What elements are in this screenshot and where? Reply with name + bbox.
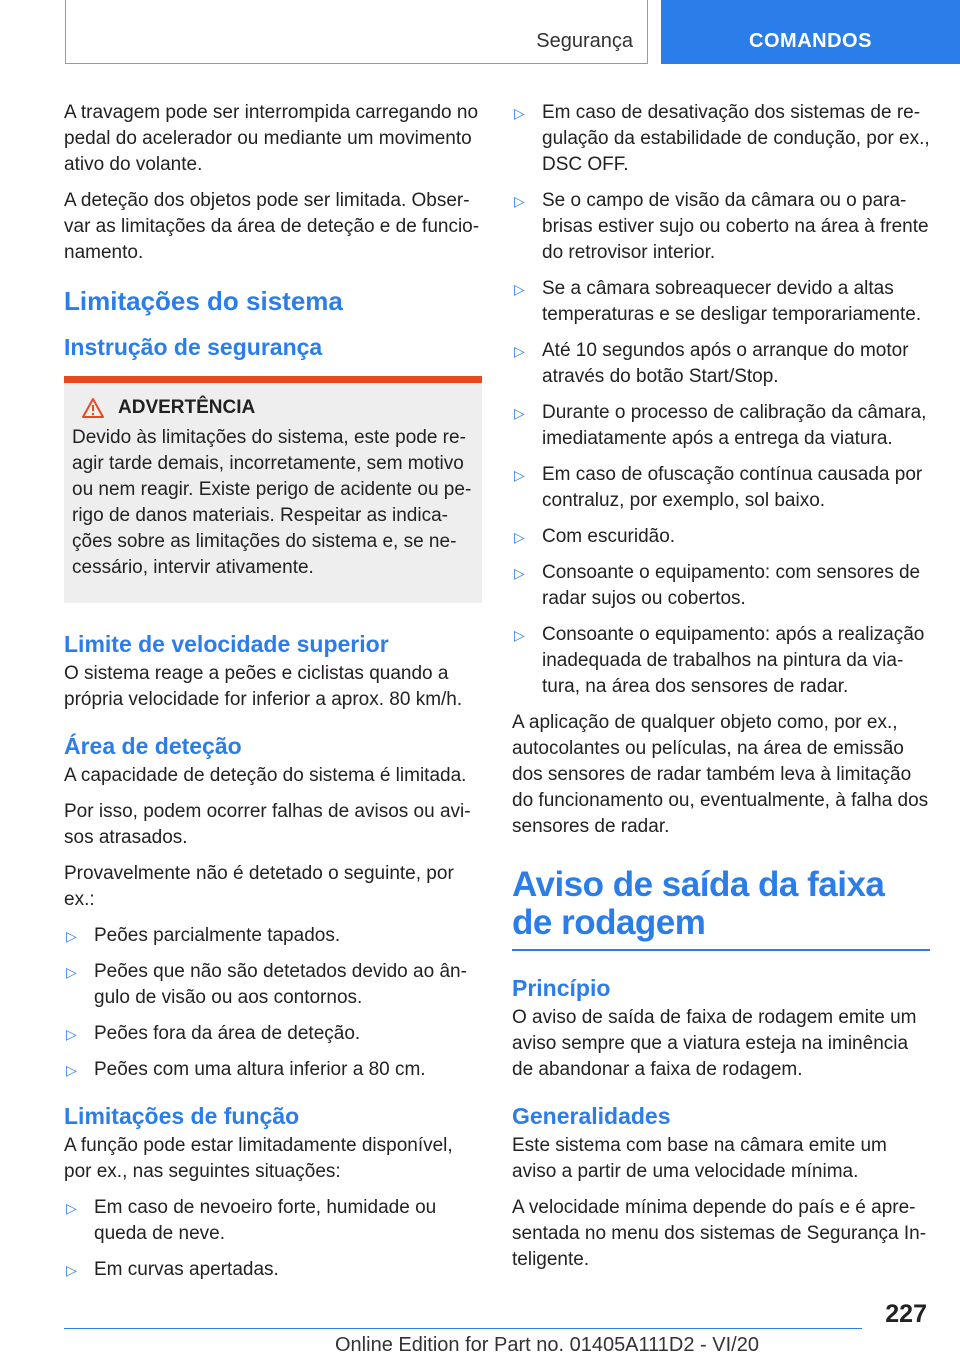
subheading-safety: Instrução de segurança [64, 334, 323, 360]
warning-text: Devido às limitações do sistema, este pode reagir tarde demais, incorretamente, sem motivo ou nem reagir. Existe perigo de acidente ou perigo de danos materiais. Respeitar as indicações sobre as limitações do sistema e, se necessário, intervir ativamente. [72, 427, 472, 578]
header-chapter-tab [661, 0, 960, 64]
list-item: ▷ Se o campo de visão da câmara ou o para-brisas estiver sujo ou coberto na área à frente do retrovisor interior. [514, 190, 929, 263]
left-column [64, 100, 482, 1293]
area-paragraph: A capacidade de deteção do sistema é limitada. [64, 765, 467, 786]
intro-paragraph: A travagem pode ser interrompida carregando no pedal do acelerador ou mediante um movimento ativo do volante. [64, 102, 479, 175]
bullet-triangle-icon: ▷ [514, 627, 525, 643]
general-paragraph: A velocidade mínima depende do país e é apresentada no menu dos sistemas de Segurança Inteligente. [512, 1197, 927, 1270]
list-item: ▷ Até 10 segundos após o arranque do motor através do botão Start/Stop. [514, 340, 909, 387]
header-chapter-label: COMANDOS [749, 30, 872, 52]
list-item: ▷ Com escuridão. [512, 524, 930, 550]
subheading-general: Generalidades [512, 1103, 671, 1129]
bullet-triangle-icon: ▷ [514, 467, 525, 483]
list-item: ▷ Em caso de nevoeiro forte, humidade ou queda de neve. [66, 1197, 437, 1244]
page-number: 227 [885, 1300, 927, 1328]
speed-paragraph: O sistema reage a peões e ciclistas quando a própria velocidade for inferior a aprox. 80 km/h. [64, 663, 463, 710]
intro-paragraph: A deteção dos objetos pode ser limitada. Observar as limitações da área de deteção e de funcionamento. [64, 190, 480, 263]
list-item: ▷ Peões parcialmente tapados. [64, 923, 482, 949]
area-paragraph: Por isso, podem ocorrer falhas de avisos ou avisos atrasados. [64, 801, 471, 848]
list-item: ▷ Peões que não são detetados devido ao ângulo de visão ou aos contornos. [66, 961, 467, 1008]
subheading-detection-area: Área de deteção [64, 733, 242, 759]
bullet-triangle-icon: ▷ [514, 529, 525, 545]
warning-title: ADVERTÊNCIA [118, 397, 256, 418]
bullet-triangle-icon: ▷ [514, 565, 525, 581]
chapter-heading-lane-departure: Aviso de saída da faixa de rodagem [512, 866, 930, 951]
warning-triangle-icon [82, 398, 104, 418]
stickers-paragraph: A aplicação de qualquer objeto como, por ex., autocolantes ou películas, na área de emissão dos sensores de radar também leva à limitação do funcionamento ou, eventualmente, à falha dos sensores de radar. [512, 712, 929, 837]
right-column [512, 100, 930, 1283]
bullet-triangle-icon: ▷ [66, 1062, 77, 1078]
bullet-triangle-icon: ▷ [66, 1200, 77, 1216]
bullet-triangle-icon: ▷ [514, 281, 525, 297]
function-list-continued [512, 100, 930, 700]
function-list [64, 1195, 482, 1283]
list-item: ▷ Peões fora da área de deteção. [64, 1021, 482, 1047]
header-section-title: Segurança [536, 30, 633, 52]
list-item: ▷ Em caso de desativação dos sistemas de regulação da estabilidade de condução, por ex., DSC OFF. [514, 102, 930, 175]
bullet-triangle-icon: ▷ [514, 193, 525, 209]
list-item: ▷ Em caso de ofuscação contínua causada por contraluz, por exemplo, sol baixo. [514, 464, 923, 511]
header-section-box [65, 0, 648, 64]
detection-list [64, 923, 482, 1083]
list-item: ▷ Consoante o equipamento: com sensores de radar sujos ou cobertos. [514, 562, 921, 609]
warning-box [64, 376, 482, 603]
bullet-triangle-icon: ▷ [514, 405, 525, 421]
list-item: ▷ Durante o processo de calibração da câmara, imediatamente após a entrega da viatura. [514, 402, 927, 449]
bullet-triangle-icon: ▷ [66, 1026, 77, 1042]
function-paragraph: A função pode estar limitadamente disponível, por ex., nas seguintes situações: [64, 1135, 453, 1182]
bullet-triangle-icon: ▷ [514, 343, 525, 359]
area-paragraph: Provavelmente não é detetado o seguinte, por ex.: [64, 863, 454, 910]
list-item: ▷ Consoante o equipamento: após a realização inadequada de trabalhos na pintura da viatura, na área dos sensores de radar. [514, 624, 925, 697]
subheading-principle: Princípio [512, 975, 611, 1001]
footer-divider [64, 1328, 862, 1329]
section-heading-limitations: Limitações do sistema [64, 286, 343, 316]
footer-edition: Online Edition for Part no. 01405A111D2 - VI/20 [335, 1334, 759, 1356]
bullet-triangle-icon: ▷ [66, 928, 77, 944]
bullet-triangle-icon: ▷ [514, 105, 525, 121]
bullet-triangle-icon: ▷ [66, 1262, 77, 1278]
list-item: ▷ Peões com uma altura inferior a 80 cm. [64, 1057, 482, 1083]
subheading-function-limits: Limitações de função [64, 1103, 300, 1129]
list-item: ▷ Em curvas apertadas. [64, 1257, 482, 1283]
bullet-triangle-icon: ▷ [66, 964, 77, 980]
subheading-speed-limit: Limite de velocidade superior [64, 631, 389, 657]
list-item: ▷ Se a câmara sobreaquecer devido a altas temperaturas e se desligar temporariamente. [514, 278, 922, 325]
principle-paragraph: O aviso de saída de faixa de rodagem emite um aviso sempre que a viatura esteja na iminência de abandonar a faixa de rodagem. [512, 1007, 917, 1080]
general-paragraph: Este sistema com base na câmara emite um aviso a partir de uma velocidade mínima. [512, 1135, 887, 1182]
